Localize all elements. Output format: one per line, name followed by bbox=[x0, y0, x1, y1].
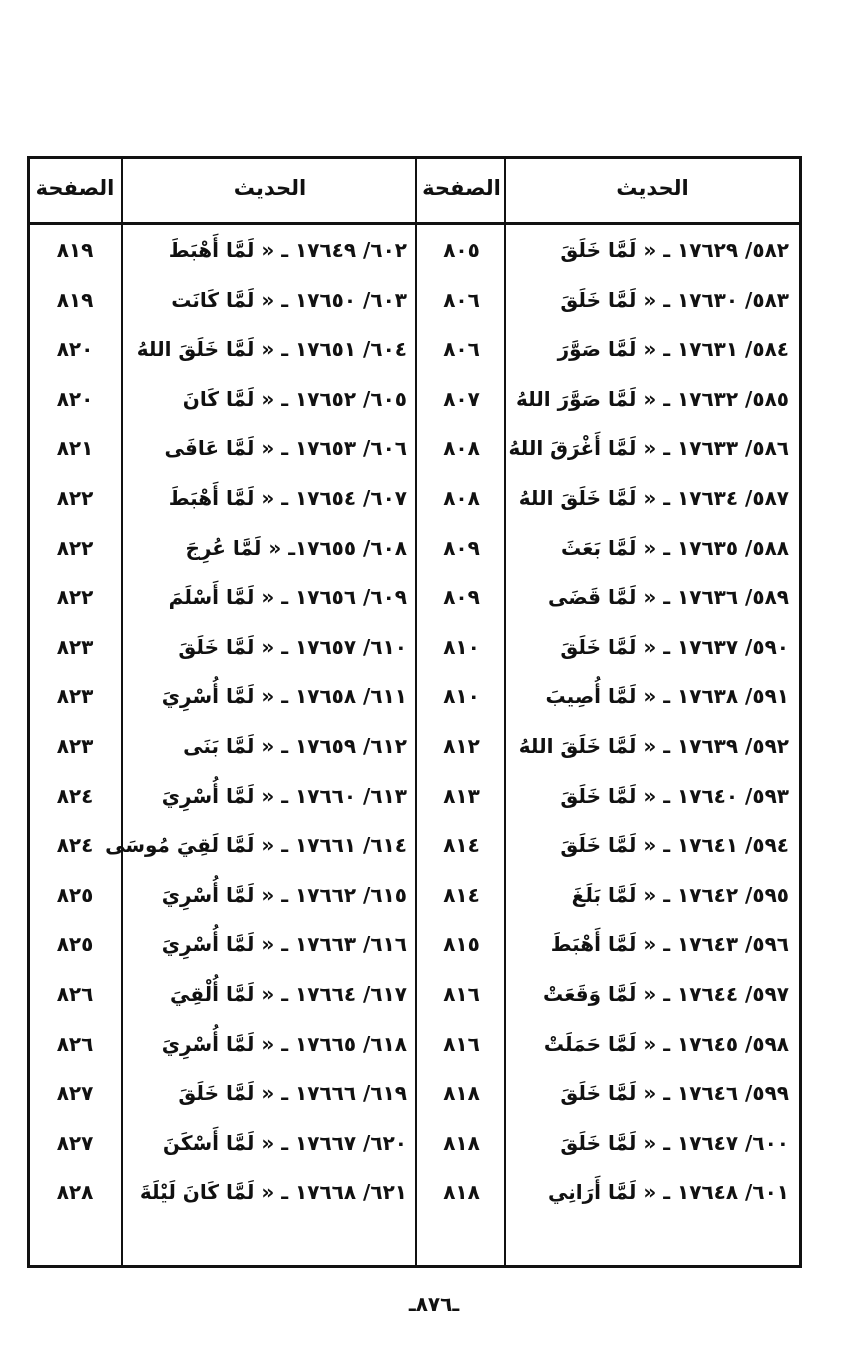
header-page-left: الصفحة bbox=[35, 176, 115, 200]
page-number-right: ٨١٣ bbox=[443, 783, 480, 808]
hadith-entry-left: ٦٢١/ ١٧٦٦٨ ـ « لَمَّا كَانَ لَيْلَةَ bbox=[139, 1180, 407, 1205]
page-number-left: ٨٢١ bbox=[56, 436, 94, 461]
hadith-entry-right: ٥٩٧/ ١٧٦٤٤ ـ « لَمَّا وَقَعَتْ bbox=[543, 982, 789, 1006]
hadith-entry-left: ٦١٧/ ١٧٦٦٤ ـ « لَمَّا أُلْقِيَ bbox=[170, 982, 407, 1006]
table-row bbox=[30, 423, 799, 473]
page-number-right: ٨١٦ bbox=[443, 982, 480, 1006]
table-row bbox=[30, 969, 799, 1019]
hadith-entry-left: ٦١٦/ ١٧٦٦٣ ـ « لَمَّا أُسْرِيَ bbox=[161, 932, 407, 957]
hadith-entry-right: ٥٨٢/ ١٧٦٢٩ ـ « لَمَّا خَلَقَ bbox=[560, 238, 789, 262]
hadith-entry-right: ٥٨٨/ ١٧٦٣٥ ـ « لَمَّا بَعَثَ bbox=[561, 535, 789, 560]
hadith-entry-left: ٦٠٤/ ١٧٦٥١ ـ « لَمَّا خَلَقَ اللهُ bbox=[136, 337, 407, 362]
table-row bbox=[30, 572, 799, 622]
hadith-entry-left: ٦١١/ ١٧٦٥٨ ـ « لَمَّا أُسْرِيَ bbox=[161, 684, 407, 709]
page-number-right: ٨٠٨ bbox=[443, 486, 480, 510]
hadith-entry-left: ٦٢٠/ ١٧٦٦٧ ـ « لَمَّا أَسْكَنَ bbox=[162, 1130, 407, 1155]
table-row bbox=[30, 1167, 799, 1217]
page-number-left: ٨٢٠ bbox=[56, 386, 94, 411]
hadith-entry-left: ٦١٩/ ١٧٦٦٦ ـ « لَمَّا خَلَقَ bbox=[178, 1081, 407, 1106]
hadith-entry-left: ٦١٥/ ١٧٦٦٢ ـ « لَمَّا أُسْرِيَ bbox=[161, 882, 407, 907]
table-row bbox=[30, 919, 799, 969]
hadith-entry-left: ٦٠٧/ ١٧٦٥٤ ـ « لَمَّا أَهْبَطَ bbox=[168, 486, 407, 510]
table-row bbox=[30, 671, 799, 721]
page-number-left: ٨٢٣ bbox=[56, 734, 94, 758]
table-row bbox=[30, 771, 799, 821]
hadith-entry-left: ٦١٢/ ١٧٦٥٩ ـ « لَمَّا بَنَى bbox=[183, 734, 407, 758]
table-row bbox=[30, 374, 799, 424]
hadith-entry-right: ٥٩٠/ ١٧٦٣٧ ـ « لَمَّا خَلَقَ bbox=[560, 634, 789, 659]
page-number-right: ٨١٤ bbox=[443, 882, 480, 907]
hadith-entry-right: ٥٨٤/ ١٧٦٣١ ـ « لَمَّا صَوَّرَ bbox=[557, 337, 789, 362]
hadith-entry-left: ٦٠٣/ ١٧٦٥٠ ـ « لَمَّا كَانَت bbox=[171, 287, 407, 312]
table-row bbox=[30, 275, 799, 325]
hadith-entry-left: ٦٠٦/ ١٧٦٥٣ ـ « لَمَّا عَافَى bbox=[164, 436, 407, 461]
table-row bbox=[30, 622, 799, 672]
page-number-left: ٨٢٧ bbox=[56, 1130, 94, 1155]
index-table bbox=[27, 156, 802, 1268]
hadith-entry-left: ٦١٤/ ١٧٦٦١ ـ « لَمَّا لَقِيَ مُوسَى bbox=[105, 833, 407, 858]
table-row bbox=[30, 870, 799, 920]
page-number-left: ٨٢٤ bbox=[56, 833, 94, 858]
header-page-right: الصفحة bbox=[422, 176, 501, 200]
hadith-entry-left: ٦٠٥/ ١٧٦٥٢ ـ « لَمَّا كَانَ bbox=[182, 386, 407, 411]
table-row bbox=[30, 820, 799, 870]
hadith-entry-right: ٥٩١/ ١٧٦٣٨ ـ « لَمَّا أُصِيبَ bbox=[545, 684, 789, 709]
hadith-entry-left: ٦٠٢/ ١٧٦٤٩ ـ « لَمَّا أَهْبَطَ bbox=[168, 238, 407, 262]
page-number-left: ٨٢٢ bbox=[56, 486, 94, 510]
page-number-left: ٨٢٨ bbox=[56, 1180, 94, 1205]
table-row bbox=[30, 1068, 799, 1118]
page-number-left: ٨١٩ bbox=[56, 287, 94, 312]
page-number-left: ٨٢٥ bbox=[56, 882, 94, 907]
hadith-entry-right: ٥٩٥/ ١٧٦٤٢ ـ « لَمَّا بَلَغَ bbox=[571, 882, 789, 907]
page-number-right: ٨١٠ bbox=[443, 634, 480, 659]
hadith-entry-left: ٦١٨/ ١٧٦٦٥ ـ « لَمَّا أُسْرِيَ bbox=[161, 1031, 407, 1056]
table-row bbox=[30, 1019, 799, 1069]
page-number-left: ٨١٩ bbox=[56, 238, 94, 262]
hadith-entry-right: ٥٨٩/ ١٧٦٣٦ ـ « لَمَّا قَضَى bbox=[547, 585, 789, 610]
page-number-right: ٨٠٦ bbox=[443, 287, 480, 312]
page-number-left: ٨٢٥ bbox=[56, 932, 94, 957]
table-row bbox=[30, 324, 799, 374]
page-number-left: ٨٢٧ bbox=[56, 1081, 94, 1106]
hadith-entry-right: ٥٨٧/ ١٧٦٣٤ ـ « لَمَّا خَلَقَ اللهُ bbox=[518, 486, 789, 510]
table-row bbox=[30, 473, 799, 523]
page-number-right: ٨٠٧ bbox=[443, 386, 480, 411]
page-number-left: ٨٢٢ bbox=[56, 535, 94, 560]
header-hadith-right: الحديث bbox=[616, 176, 689, 200]
page-number-right: ٨١٥ bbox=[443, 932, 480, 957]
hadith-entry-right: ٥٩٢/ ١٧٦٣٩ ـ « لَمَّا خَلَقَ اللهُ bbox=[518, 734, 789, 758]
hadith-entry-right: ٥٨٣/ ١٧٦٣٠ ـ « لَمَّا خَلَقَ bbox=[560, 287, 789, 312]
page-number-right: ٨٠٨ bbox=[443, 436, 480, 461]
table-row bbox=[30, 523, 799, 573]
hadith-entry-right: ٥٩٣/ ١٧٦٤٠ ـ « لَمَّا خَلَقَ bbox=[560, 783, 789, 808]
page-number-right: ٨٠٩ bbox=[443, 535, 480, 560]
page-number-right: ٨١٦ bbox=[443, 1031, 480, 1056]
header-hadith-left: الحديث bbox=[233, 176, 307, 200]
page-number-left: ٨٢٦ bbox=[56, 982, 94, 1006]
page-number-left: ٨٢٢ bbox=[56, 585, 94, 610]
page-number-left: ٨٢٠ bbox=[56, 337, 94, 362]
hadith-entry-right: ٦٠٠/ ١٧٦٤٧ ـ « لَمَّا خَلَقَ bbox=[560, 1130, 789, 1155]
page-number-right: ٨١٨ bbox=[443, 1180, 480, 1205]
page-number-right: ٨١٤ bbox=[443, 833, 480, 858]
hadith-entry-left: ٦٠٨/ ١٧٦٥٥ـ « لَمَّا عُرِجَ bbox=[185, 535, 407, 560]
hadith-entry-right: ٥٨٥/ ١٧٦٣٢ ـ « لَمَّا صَوَّرَ اللهُ bbox=[516, 386, 789, 411]
hadith-entry-left: ٦١٣/ ١٧٦٦٠ ـ « لَمَّا أُسْرِيَ bbox=[161, 783, 407, 808]
page-number-right: ٨١٢ bbox=[443, 734, 480, 758]
page-number-right: ٨١٨ bbox=[443, 1130, 480, 1155]
table-row bbox=[30, 1118, 799, 1168]
page-number-right: ٨١٨ bbox=[443, 1081, 480, 1106]
hadith-entry-right: ٥٨٦/ ١٧٦٣٣ ـ « لَمَّا أَغْرَقَ اللهُ bbox=[508, 436, 789, 461]
page-number-right: ٨١٠ bbox=[443, 684, 480, 709]
hadith-entry-right: ٥٩٦/ ١٧٦٤٣ ـ « لَمَّا أَهْبَطَ bbox=[550, 932, 789, 957]
hadith-entry-right: ٥٩٨/ ١٧٦٤٥ ـ « لَمَّا حَمَلَتْ bbox=[543, 1031, 789, 1056]
table-row bbox=[30, 225, 799, 275]
hadith-entry-right: ٥٩٤/ ١٧٦٤١ ـ « لَمَّا خَلَقَ bbox=[560, 833, 789, 858]
table-row bbox=[30, 721, 799, 771]
hadith-entry-left: ٦٠٩/ ١٧٦٥٦ ـ « لَمَّا أَسْلَمَ bbox=[168, 585, 407, 610]
hadith-entry-right: ٥٩٩/ ١٧٦٤٦ ـ « لَمَّا خَلَقَ bbox=[560, 1081, 789, 1106]
page-number-left: ٨٢٤ bbox=[56, 783, 94, 808]
page-number: ـ٨٧٦ـ bbox=[408, 1292, 460, 1316]
page-number-right: ٨٠٥ bbox=[443, 238, 480, 262]
hadith-entry-left: ٦١٠/ ١٧٦٥٧ ـ « لَمَّا خَلَقَ bbox=[178, 634, 407, 659]
page-number-left: ٨٢٦ bbox=[56, 1031, 94, 1056]
page-number-right: ٨٠٩ bbox=[443, 585, 480, 610]
page-number-left: ٨٢٣ bbox=[56, 684, 94, 709]
page-number-left: ٨٢٣ bbox=[56, 634, 94, 659]
page-number-right: ٨٠٦ bbox=[443, 337, 480, 362]
hadith-entry-right: ٦٠١/ ١٧٦٤٨ ـ « لَمَّا أَرَانِي bbox=[548, 1180, 789, 1205]
